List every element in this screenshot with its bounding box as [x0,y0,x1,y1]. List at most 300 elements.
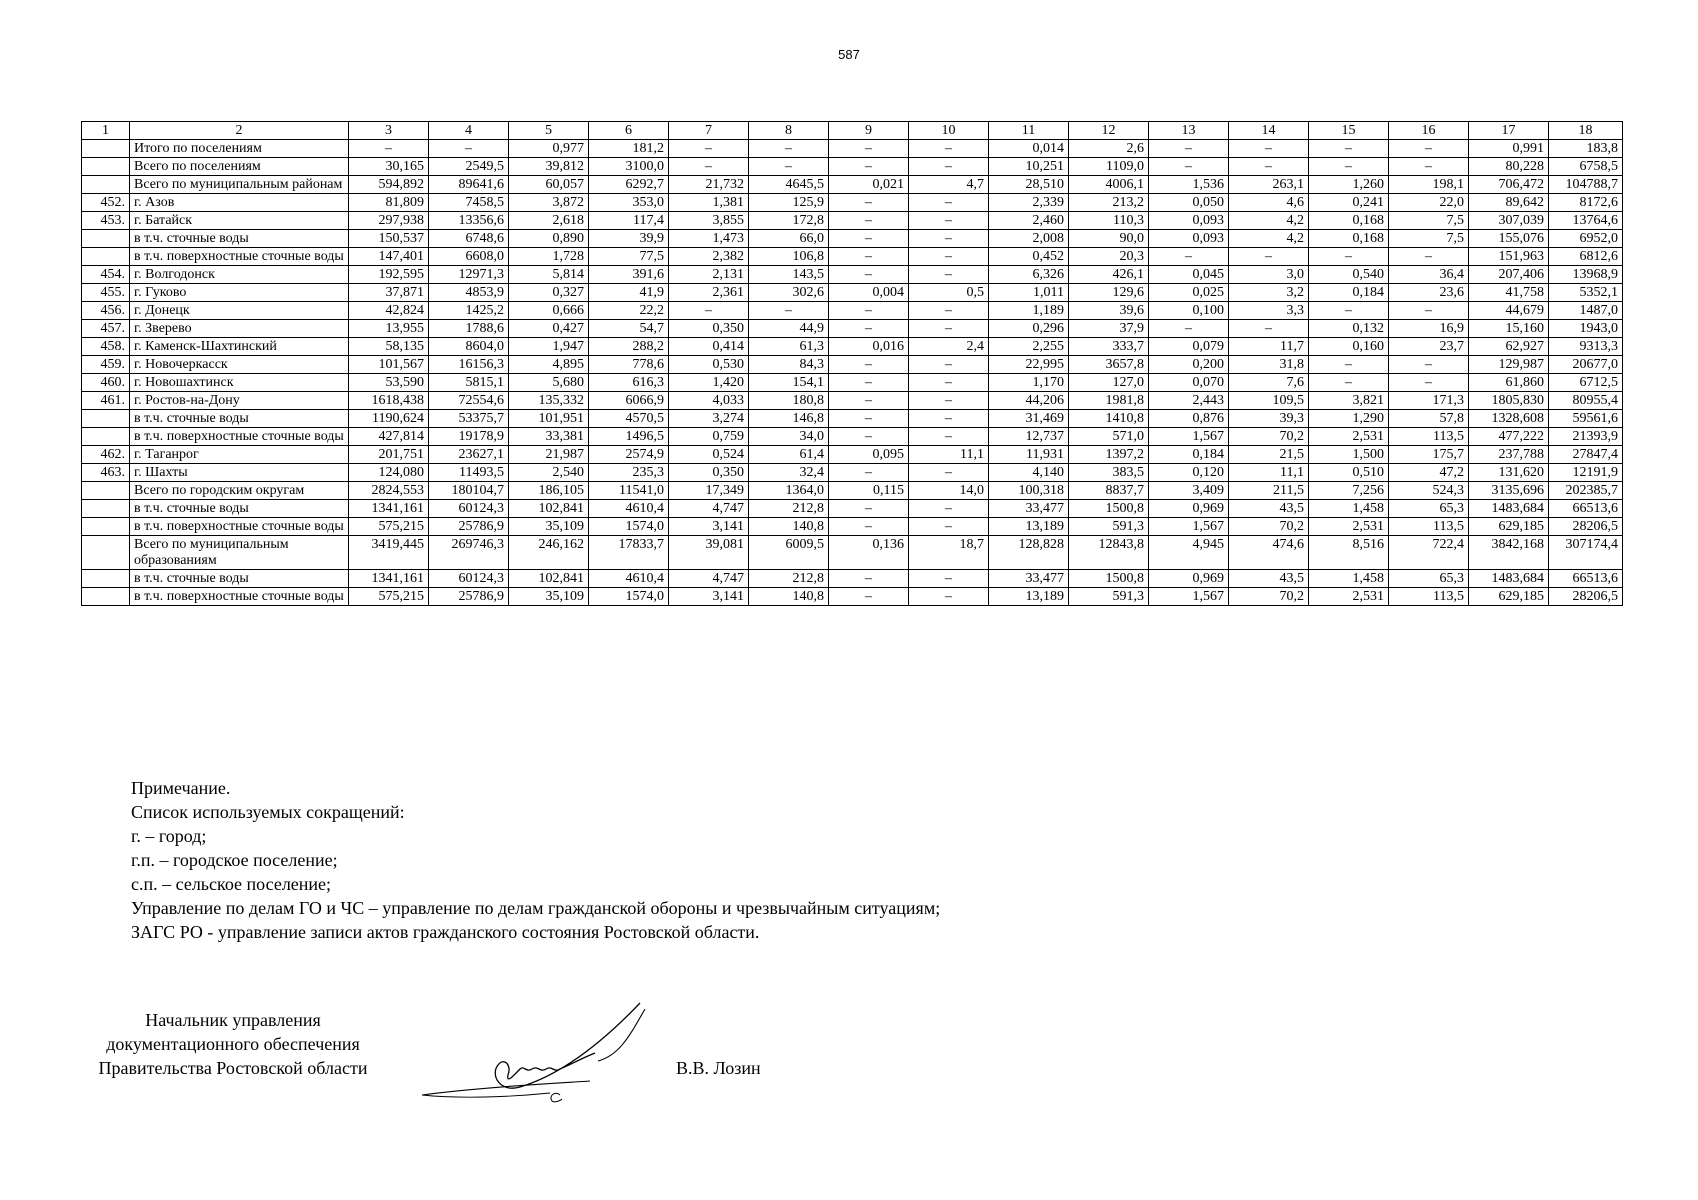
value-cell: 1,458 [1309,570,1389,588]
row-name-cell: Всего по городским округам [130,482,349,500]
value-cell: 10,251 [989,158,1069,176]
value-cell: 131,620 [1469,464,1549,482]
value-cell: 35,109 [509,588,589,606]
value-cell: – [909,518,989,536]
value-cell: 113,5 [1389,588,1469,606]
value-cell: 212,8 [749,570,829,588]
value-cell: 25786,9 [429,518,509,536]
value-cell: 0,327 [509,284,589,302]
value-cell: 0,414 [669,338,749,356]
row-name-cell: Итого по поселениям [130,140,349,158]
value-cell: 31,8 [1229,356,1309,374]
signatory-position [81,1008,385,1080]
value-cell: 6009,5 [749,536,829,570]
value-cell: 0,969 [1149,500,1229,518]
row-number-cell [82,570,130,588]
value-cell: 30,165 [349,158,429,176]
row-name-cell: г. Таганрог [130,446,349,464]
value-cell: 3419,445 [349,536,429,570]
value-cell: 90,0 [1069,230,1149,248]
column-header: 8 [749,122,829,140]
table-row [82,284,1623,302]
value-cell: 4,747 [669,500,749,518]
row-name-cell: Всего по муниципальным районам [130,176,349,194]
value-cell: 4,895 [509,356,589,374]
row-name-cell: г. Батайск [130,212,349,230]
value-cell: 8,516 [1309,536,1389,570]
row-number-cell: 459. [82,356,130,374]
row-number-cell: 461. [82,392,130,410]
value-cell: 44,679 [1469,302,1549,320]
value-cell: 2,6 [1069,140,1149,158]
value-cell: – [669,140,749,158]
row-number-cell: 455. [82,284,130,302]
row-number-cell: 460. [82,374,130,392]
value-cell: 591,3 [1069,518,1149,536]
value-cell: – [1389,158,1469,176]
value-cell: 591,3 [1069,588,1149,606]
value-cell: 21,5 [1229,446,1309,464]
value-cell: – [1389,248,1469,266]
value-cell: 269746,3 [429,536,509,570]
value-cell: – [829,464,909,482]
value-cell: 1,567 [1149,428,1229,446]
value-cell: 0,969 [1149,570,1229,588]
value-cell: 12843,8 [1069,536,1149,570]
note-item: ЗАГС РО - управление записи актов гражданского состояния Ростовской области. [131,922,760,942]
value-cell: – [829,570,909,588]
value-cell: 62,927 [1469,338,1549,356]
value-cell: – [909,302,989,320]
value-cell: 101,951 [509,410,589,428]
value-cell: 4610,4 [589,570,669,588]
value-cell: 80,228 [1469,158,1549,176]
value-cell: – [829,212,909,230]
value-cell: 1425,2 [429,302,509,320]
value-cell: 0,427 [509,320,589,338]
value-cell: 1,381 [669,194,749,212]
value-cell: 127,0 [1069,374,1149,392]
value-cell: 140,8 [749,518,829,536]
value-cell: 0,510 [1309,464,1389,482]
value-cell: 17833,7 [589,536,669,570]
value-cell: – [1309,140,1389,158]
value-cell: 2,4 [909,338,989,356]
value-cell: 32,4 [749,464,829,482]
value-cell: 1341,161 [349,500,429,518]
value-cell: – [909,230,989,248]
value-cell: 213,2 [1069,194,1149,212]
value-cell: 1,567 [1149,588,1229,606]
value-cell: 6608,0 [429,248,509,266]
value-cell: – [1149,158,1229,176]
value-cell: 4,6 [1229,194,1309,212]
table-row [82,374,1623,392]
value-cell: 0,876 [1149,410,1229,428]
value-cell: – [909,212,989,230]
value-cell: 0,004 [829,284,909,302]
value-cell: 150,537 [349,230,429,248]
value-cell: 11,7 [1229,338,1309,356]
value-cell: 0,168 [1309,212,1389,230]
value-cell: 47,2 [1389,464,1469,482]
value-cell: 31,469 [989,410,1069,428]
value-cell: – [909,248,989,266]
row-name-cell: г. Шахты [130,464,349,482]
value-cell: 1618,438 [349,392,429,410]
value-cell: 13764,6 [1549,212,1623,230]
value-cell: 0,025 [1149,284,1229,302]
value-cell: 383,5 [1069,464,1149,482]
value-cell: 207,406 [1469,266,1549,284]
value-cell: 13,189 [989,518,1069,536]
value-cell: 0,540 [1309,266,1389,284]
row-number-cell [82,428,130,446]
value-cell: – [749,158,829,176]
value-cell: 3,3 [1229,302,1309,320]
value-cell: 35,109 [509,518,589,536]
value-cell: 61,4 [749,446,829,464]
value-cell: – [1309,374,1389,392]
value-cell: – [349,140,429,158]
value-cell: 89641,6 [429,176,509,194]
value-cell: 5,680 [509,374,589,392]
row-number-cell [82,140,130,158]
column-header: 15 [1309,122,1389,140]
value-cell: – [1229,248,1309,266]
value-cell: – [909,500,989,518]
value-cell: 237,788 [1469,446,1549,464]
value-cell: 1,290 [1309,410,1389,428]
value-cell: – [909,158,989,176]
value-cell: 629,185 [1469,588,1549,606]
value-cell: 201,751 [349,446,429,464]
value-cell: – [909,266,989,284]
table-row [82,266,1623,284]
value-cell: 524,3 [1389,482,1469,500]
value-cell: – [829,518,909,536]
value-cell: 1574,0 [589,588,669,606]
value-cell: 59561,6 [1549,410,1623,428]
value-cell: 60124,3 [429,570,509,588]
value-cell: – [909,428,989,446]
value-cell: 37,871 [349,284,429,302]
value-cell: 2,131 [669,266,749,284]
value-cell: – [909,356,989,374]
row-name-cell: г. Азов [130,194,349,212]
value-cell: 3,274 [669,410,749,428]
value-cell: 53375,7 [429,410,509,428]
column-header: 7 [669,122,749,140]
value-cell: 13356,6 [429,212,509,230]
value-cell: 0,132 [1309,320,1389,338]
value-cell: 33,477 [989,570,1069,588]
value-cell: 100,318 [989,482,1069,500]
table-row [82,302,1623,320]
value-cell: 1483,684 [1469,570,1549,588]
note-title: Примечание. [131,778,231,798]
value-cell: 180,8 [749,392,829,410]
value-cell: 594,892 [349,176,429,194]
value-cell: 302,6 [749,284,829,302]
value-cell: 1,500 [1309,446,1389,464]
value-cell: 0,530 [669,356,749,374]
signatory-position-line: документационного обеспечения [106,1034,360,1054]
value-cell: 2549,5 [429,158,509,176]
row-name-cell: Всего по муниципальным образованиям [130,536,349,570]
value-cell: 1,947 [509,338,589,356]
value-cell: 427,814 [349,428,429,446]
value-cell: 143,5 [749,266,829,284]
value-cell: 3,855 [669,212,749,230]
value-cell: – [829,248,909,266]
value-cell: – [1149,248,1229,266]
row-number-cell: 462. [82,446,130,464]
value-cell: 0,115 [829,482,909,500]
value-cell: 2,531 [1309,588,1389,606]
value-cell: 14,0 [909,482,989,500]
value-cell: 0,021 [829,176,909,194]
table-row [82,158,1623,176]
signatory-name: В.В. Лозин [676,1058,761,1078]
value-cell: – [829,356,909,374]
value-cell: – [1309,248,1389,266]
value-cell: 263,1 [1229,176,1309,194]
column-header: 3 [349,122,429,140]
row-number-cell: 454. [82,266,130,284]
column-header: 11 [989,122,1069,140]
value-cell: 0,168 [1309,230,1389,248]
value-cell: 3,141 [669,518,749,536]
table-header [82,122,1623,140]
value-cell: 33,477 [989,500,1069,518]
value-cell: 22,0 [1389,194,1469,212]
value-cell: 288,2 [589,338,669,356]
value-cell: 27847,4 [1549,446,1623,464]
value-cell: 426,1 [1069,266,1149,284]
table-row [82,570,1623,588]
value-cell: – [909,588,989,606]
value-cell: 8172,6 [1549,194,1623,212]
value-cell: 125,9 [749,194,829,212]
value-cell: 1,567 [1149,518,1229,536]
value-cell: 2,531 [1309,428,1389,446]
value-cell: 2,618 [509,212,589,230]
value-cell: – [829,320,909,338]
value-cell: 28206,5 [1549,588,1623,606]
table-row [82,536,1623,570]
value-cell: 65,3 [1389,570,1469,588]
value-cell: – [909,374,989,392]
value-cell: 129,6 [1069,284,1149,302]
value-cell: 722,4 [1389,536,1469,570]
value-cell: 23627,1 [429,446,509,464]
row-number-cell: 457. [82,320,130,338]
value-cell: 3,872 [509,194,589,212]
value-cell: 61,860 [1469,374,1549,392]
value-cell: 474,6 [1229,536,1309,570]
value-cell: 151,963 [1469,248,1549,266]
value-cell: 0,991 [1469,140,1549,158]
value-cell: 706,472 [1469,176,1549,194]
table-row [82,212,1623,230]
value-cell: 333,7 [1069,338,1149,356]
value-cell: 13,955 [349,320,429,338]
value-cell: – [909,392,989,410]
page-number: 587 [838,47,860,62]
table-row [82,356,1623,374]
value-cell: 6712,5 [1549,374,1623,392]
value-cell: 135,332 [509,392,589,410]
row-name-cell: г. Волгодонск [130,266,349,284]
value-cell: 212,8 [749,500,829,518]
value-cell: 6952,0 [1549,230,1623,248]
value-cell: 102,841 [509,500,589,518]
value-cell: 180104,7 [429,482,509,500]
note-item: г.п. – городское поселение; [131,850,338,870]
value-cell: 12,737 [989,428,1069,446]
table-row [82,392,1623,410]
row-name-cell: г. Новошахтинск [130,374,349,392]
value-cell: 1,728 [509,248,589,266]
value-cell: 2,443 [1149,392,1229,410]
table-row [82,248,1623,266]
table-row [82,500,1623,518]
value-cell: 25786,9 [429,588,509,606]
value-cell: – [669,158,749,176]
value-cell: – [1389,302,1469,320]
value-cell: 171,3 [1389,392,1469,410]
value-cell: 0,890 [509,230,589,248]
value-cell: 8837,7 [1069,482,1149,500]
value-cell: 211,5 [1229,482,1309,500]
value-cell: 6066,9 [589,392,669,410]
value-cell: 3135,696 [1469,482,1549,500]
value-cell: 106,8 [749,248,829,266]
row-number-cell [82,230,130,248]
value-cell: 0,200 [1149,356,1229,374]
value-cell: 113,5 [1389,518,1469,536]
value-cell: 109,5 [1229,392,1309,410]
value-cell: 147,401 [349,248,429,266]
column-header: 6 [589,122,669,140]
value-cell: 4853,9 [429,284,509,302]
value-cell: 6812,6 [1549,248,1623,266]
value-cell: – [829,266,909,284]
value-cell: – [1229,320,1309,338]
value-cell: 4,945 [1149,536,1229,570]
value-cell: 43,5 [1229,500,1309,518]
value-cell: 16156,3 [429,356,509,374]
value-cell: 101,567 [349,356,429,374]
value-cell: 4,140 [989,464,1069,482]
value-cell: 89,642 [1469,194,1549,212]
value-cell: 11,1 [909,446,989,464]
value-cell: – [1149,140,1229,158]
value-cell: 21393,9 [1549,428,1623,446]
value-cell: 77,5 [589,248,669,266]
row-name-cell: в т.ч. сточные воды [130,500,349,518]
value-cell: 140,8 [749,588,829,606]
value-cell: 1,189 [989,302,1069,320]
value-cell: – [909,194,989,212]
value-cell: 70,2 [1229,588,1309,606]
value-cell: 20677,0 [1549,356,1623,374]
value-cell: 6292,7 [589,176,669,194]
value-cell: 0,977 [509,140,589,158]
row-name-cell: в т.ч. сточные воды [130,230,349,248]
table-row [82,194,1623,212]
table-body [82,140,1623,606]
row-number-cell: 458. [82,338,130,356]
value-cell: 307174,4 [1549,536,1623,570]
value-cell: 1483,684 [1469,500,1549,518]
value-cell: 1,458 [1309,500,1389,518]
value-cell: 16,9 [1389,320,1469,338]
value-cell: 54,7 [589,320,669,338]
value-cell: 4,747 [669,570,749,588]
value-cell: 1397,2 [1069,446,1149,464]
value-cell: – [829,158,909,176]
value-cell: 7,6 [1229,374,1309,392]
row-name-cell: г. Каменск-Шахтинский [130,338,349,356]
value-cell: 7,5 [1389,230,1469,248]
value-cell: 104788,7 [1549,176,1623,194]
value-cell: – [829,194,909,212]
value-cell: 2824,553 [349,482,429,500]
value-cell: – [429,140,509,158]
value-cell: 155,076 [1469,230,1549,248]
value-cell: 22,995 [989,356,1069,374]
value-cell: 0,160 [1309,338,1389,356]
table-row [82,464,1623,482]
value-cell: 34,0 [749,428,829,446]
value-cell: 0,100 [1149,302,1229,320]
value-cell: – [829,140,909,158]
value-cell: – [909,464,989,482]
row-number-cell: 453. [82,212,130,230]
column-header: 16 [1389,122,1469,140]
value-cell: 21,732 [669,176,749,194]
value-cell: 1500,8 [1069,570,1149,588]
value-cell: 9313,3 [1549,338,1623,356]
value-cell: 1,260 [1309,176,1389,194]
value-cell: 1341,161 [349,570,429,588]
value-cell: 53,590 [349,374,429,392]
value-cell: – [1309,158,1389,176]
row-name-cell: г. Гуково [130,284,349,302]
value-cell: 65,3 [1389,500,1469,518]
value-cell: 110,3 [1069,212,1149,230]
value-cell: 575,215 [349,518,429,536]
row-name-cell: г. Новочеркасск [130,356,349,374]
value-cell: 11493,5 [429,464,509,482]
value-cell: 575,215 [349,588,429,606]
value-cell: – [909,570,989,588]
value-cell: 0,5 [909,284,989,302]
value-cell: 0,184 [1149,446,1229,464]
value-cell: 2,540 [509,464,589,482]
value-cell: 8604,0 [429,338,509,356]
row-name-cell: в т.ч. сточные воды [130,410,349,428]
value-cell: 1500,8 [1069,500,1149,518]
value-cell: 3,141 [669,588,749,606]
table-row [82,338,1623,356]
value-cell: 0,524 [669,446,749,464]
value-cell: – [829,500,909,518]
value-cell: – [1309,356,1389,374]
row-number-cell [82,158,130,176]
